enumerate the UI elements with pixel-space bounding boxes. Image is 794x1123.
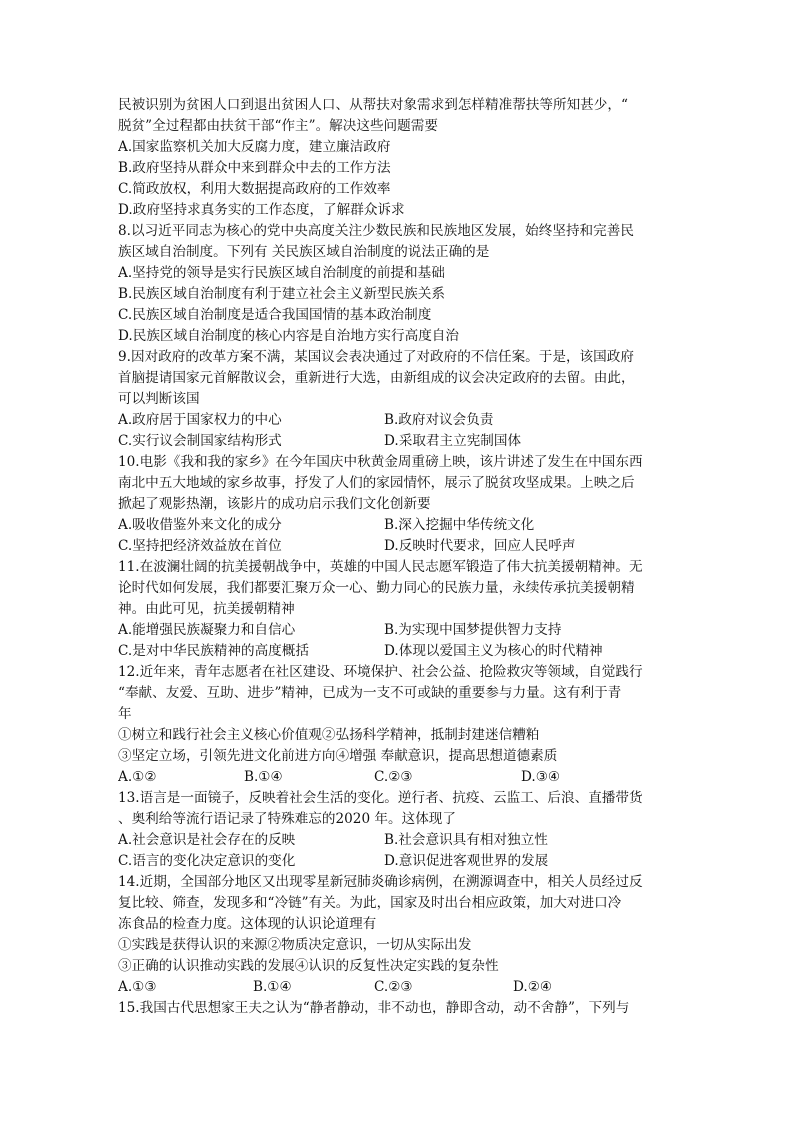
q15-stem-line-1: 15.我国古代思想家王夫之认为“静者静动，非不动也，静即含动，动不舍静”，下列与 — [118, 1000, 630, 1016]
q11-stem-line-3: 神。由此可见，抗美援朝精神 — [118, 601, 295, 617]
q7-option-a: A.国家监察机关加大反腐力度，建立廉洁政府 — [118, 139, 391, 155]
q13-options-row-1 — [118, 830, 688, 851]
q14-stem-line-1: 14.近期，全国部分地区又出现零星新冠肺炎确诊病例，在溯源调查中，相关人员经过反 — [118, 874, 643, 890]
q9-option-d: D.采取君主立宪制国体 — [384, 433, 522, 449]
q12-item-line-2: ③坚定立场，引领先进文化前进方向④增强 奉献意识，提高思想道德素质 — [118, 748, 558, 764]
q9-option-b: B.政府对议会负责 — [384, 412, 494, 428]
q12-stem-line-1: 12.近年来，青年志愿者在社区建设、环境保护、社会公益、抢险救灾等领域，自觉践行 — [118, 664, 643, 680]
q11-options-row-1 — [118, 620, 688, 641]
q14-stem-line-3: 冻食品的检查力度。这体现的认识论道理有 — [118, 916, 377, 932]
q12-option-b: B.①④ — [244, 769, 283, 785]
q14-option-b: B.①④ — [253, 979, 292, 995]
q14-options-row — [118, 977, 688, 998]
q13-option-c: C.语言的变化决定意识的变化 — [118, 853, 296, 869]
q13-stem-line-2: 、奥利给等流行语记录了特殊难忘的2020 年。这体现了 — [118, 811, 456, 827]
q14-option-d: D.②④ — [513, 979, 553, 995]
q10-stem-line-2: 南北中五大地域的家乡故事，抒发了人们的家园情怀，展示了脱贫攻坚成果。上映之后 — [118, 475, 635, 491]
q7-option-c: C.简政放权，利用大数据提高政府的工作效率 — [118, 181, 391, 197]
q11-option-d: D.体现以爱国主义为核心的时代精神 — [384, 643, 603, 659]
q12-options-row — [118, 767, 688, 788]
q13-option-b: B.社会意识具有相对独立性 — [384, 832, 548, 848]
q11-stem-line-2: 论时代如何发展，我们都要汇聚万众一心、勤力同心的民族力量，永续传承抗美援朝精 — [118, 580, 635, 596]
q11-stem-line-1: 11.在波澜壮阔的抗美援朝战争中，英雄的中国人民志愿军锻造了伟大抗美援朝精神。无 — [118, 559, 643, 575]
q11-option-c: C.是对中华民族精神的高度概括 — [118, 643, 309, 659]
q12-stem-line-3: 年 — [118, 706, 132, 722]
q13-option-d: D.意识促进客观世界的发展 — [384, 853, 549, 869]
q12-option-c: C.②③ — [374, 769, 413, 785]
q7-stem-line-1: 民被识别为贫困人口到退出贫困人口、从帮扶对象需求到怎样精准帮扶等所知甚少，“ — [118, 97, 628, 113]
q8-option-b: B.民族区域自治制度有利于建立社会主义新型民族关系 — [118, 286, 445, 302]
q12-stem-line-2: “奉献、友爱、互助、进步”精神，已成为一支不可或缺的重要参与力量。这有利于青 — [118, 685, 622, 701]
q14-option-a: A.①③ — [118, 979, 157, 995]
q8-option-d: D.民族区域自治制度的核心内容是自治地方实行高度自治 — [118, 328, 459, 344]
q7-option-b: B.政府坚持从群众中来到群众中去的工作方法 — [118, 160, 391, 176]
q12-option-d: D.③④ — [521, 769, 561, 785]
q8-stem-line-1: 8.以习近平同志为核心的党中央高度关注少数民族和民族地区发展，始终坚持和完善民 — [118, 223, 634, 239]
q10-options-row-2 — [118, 536, 688, 557]
q9-stem-line-3: 可以判断该国 — [118, 391, 200, 407]
q8-stem-line-2: 族区域自治制度。下列有 关民族区域自治制度的说法正确的是 — [118, 244, 490, 260]
q8-option-c: C.民族区域自治制度是适合我国国情的基本政治制度 — [118, 307, 432, 323]
q12-item-line-1: ①树立和践行社会主义核心价值观②弘扬科学精神，抵制封建迷信糟粕 — [118, 727, 540, 743]
q14-item-line-2: ③正确的认识推动实践的发展④认识的反复性决定实践的复杂性 — [118, 958, 499, 974]
q10-stem-line-3: 掀起了观影热潮，该影片的成功启示我们文化创新要 — [118, 496, 431, 512]
q14-option-c: C.②③ — [374, 979, 413, 995]
q11-options-row-2 — [118, 641, 688, 662]
q9-stem-line-2: 首脑提请国家元首解散议会，重新进行大选，由新组成的议会决定政府的去留。由此， — [118, 370, 635, 386]
q10-options-row-1 — [118, 515, 688, 536]
q13-option-a: A.社会意识是社会存在的反映 — [118, 832, 296, 848]
q10-option-c: C.坚持把经济效益放在首位 — [118, 538, 282, 554]
q13-options-row-2 — [118, 851, 688, 872]
q14-stem-line-2: 复比较、筛查，发现多和“冷链”有关。为此，国家及时出台相应政策，加大对进口冷 — [118, 895, 622, 911]
q13-stem-line-1: 13.语言是一面镜子，反映着社会生活的变化。逆行者、抗疫、云监工、后浪、直播带货 — [118, 790, 643, 806]
q12-option-a: A.①② — [118, 769, 157, 785]
q9-option-c: C.实行议会制国家结构形式 — [118, 433, 282, 449]
q9-stem-line-1: 9.因对政府的改革方案不满，某国议会表决通过了对政府的不信任案。于是，该国政府 — [118, 349, 634, 365]
q11-option-a: A.能增强民族凝聚力和自信心 — [118, 622, 296, 638]
q8-option-a: A.坚持党的领导是实行民族区域自治制度的前提和基础 — [118, 265, 445, 281]
q10-option-b: B.深入挖掘中华传统文化 — [384, 517, 535, 533]
q9-option-a: A.政府居于国家权力的中心 — [118, 412, 282, 428]
q11-option-b: B.为实现中国梦提供智力支持 — [384, 622, 562, 638]
q7-option-d: D.政府坚持求真务实的工作态度，了解群众诉求 — [118, 202, 405, 218]
q10-option-d: D.反映时代要求，回应人民呼声 — [384, 538, 576, 554]
q7-stem-line-2: 脱贫”全过程都由扶贫干部“作主”。解决这些问题需要 — [118, 118, 438, 134]
q9-options-row-2 — [118, 431, 688, 452]
q14-item-line-1: ①实践是获得认识的来源②物质决定意识，一切从实际出发 — [118, 937, 472, 953]
q10-option-a: A.吸收借鉴外来文化的成分 — [118, 517, 282, 533]
q9-options-row-1 — [118, 410, 688, 431]
q10-stem-line-1: 10.电影《我和我的家乡》在今年国庆中秋黄金周重磅上映，该片讲述了发生在中国东西 — [118, 454, 643, 470]
